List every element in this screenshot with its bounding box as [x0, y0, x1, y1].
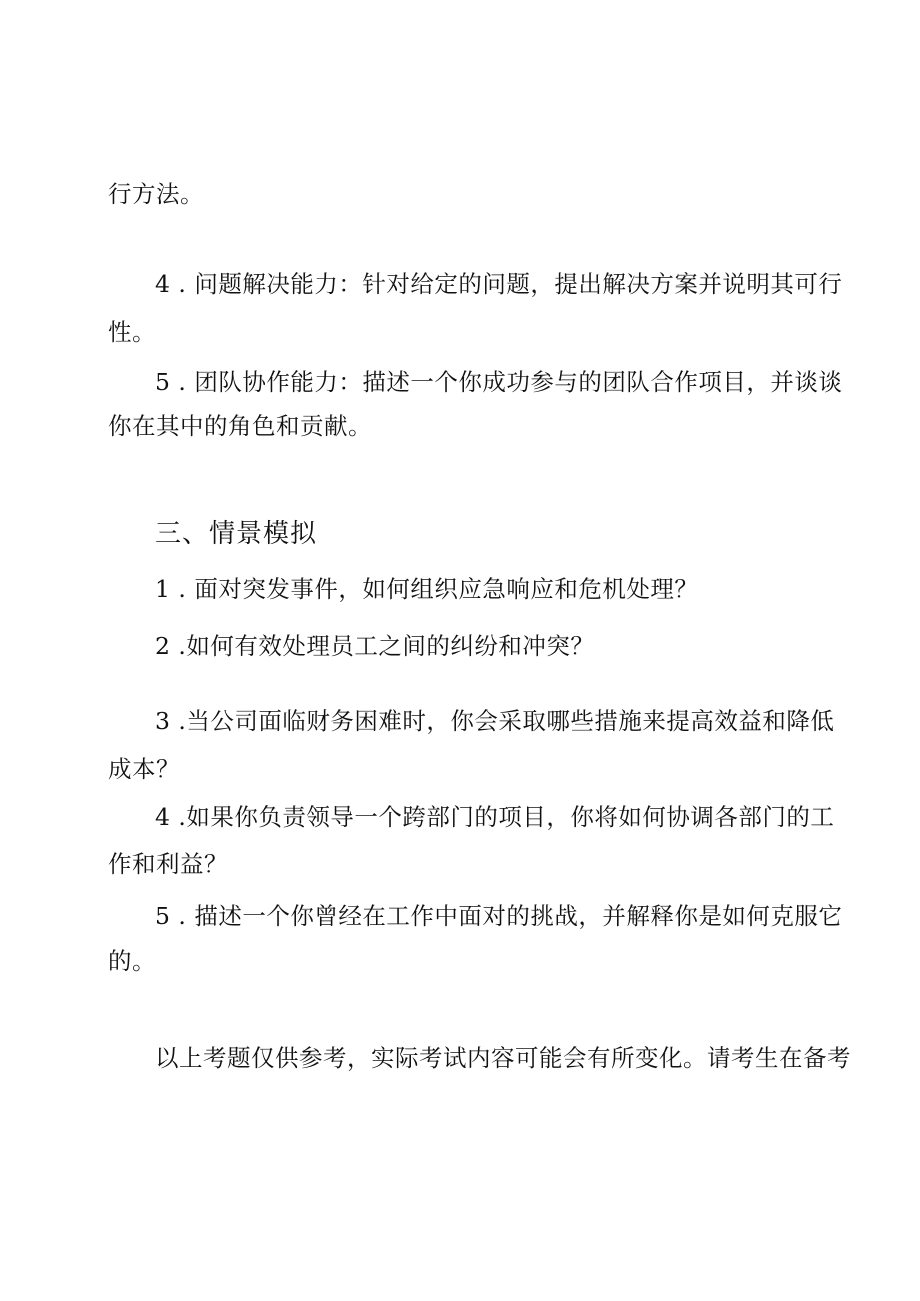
list-item-challenge: 5 . 描述一个你曾经在工作中面对的挑战，并解释你是如何克服它	[155, 902, 843, 930]
list-item-finance: 3 .当公司面临财务困难时，你会采取哪些措施来提高效益和降低	[155, 707, 835, 735]
list-item-problem-solving: 4 . 问题解决能力：针对给定的问题，提出解决方案并说明其可行	[155, 270, 843, 298]
paragraph-line: 你在其中的角色和贡献。	[108, 412, 372, 440]
paragraph-line: 的。	[108, 947, 156, 975]
list-item-conflict: 2 .如何有效处理员工之间的纠纷和冲突？	[155, 632, 595, 660]
paragraph-line: 成本？	[108, 755, 180, 783]
paragraph-line: 行方法。	[108, 180, 204, 208]
section-heading: 三、情景模拟	[155, 519, 318, 549]
list-item-teamwork: 5 . 团队协作能力：描述一个你成功参与的团队合作项目，并谈谈	[155, 368, 843, 396]
list-item-cross-department: 4 .如果你负责领导一个跨部门的项目，你将如何协调各部门的工	[155, 803, 835, 831]
list-item-emergency: 1 . 面对突发事件，如何组织应急响应和危机处理？	[155, 575, 699, 603]
closing-paragraph: 以上考题仅供参考，实际考试内容可能会有所变化。请考生在备考	[155, 1044, 851, 1072]
paragraph-line: 作和利益？	[108, 850, 228, 878]
paragraph-line: 性。	[108, 318, 156, 346]
